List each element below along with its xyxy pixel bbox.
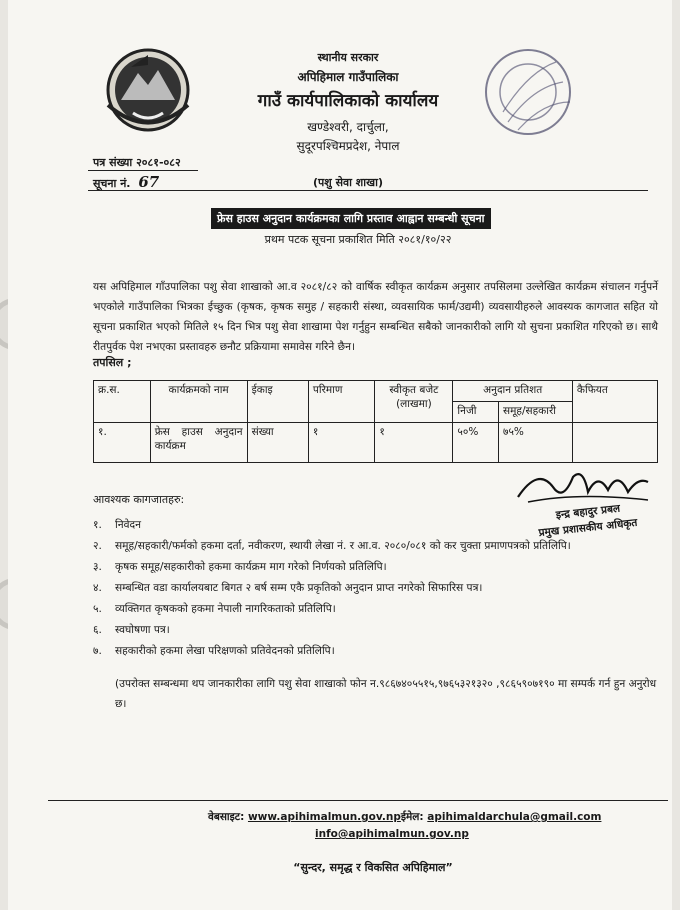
list-item — [93, 581, 663, 602]
website-link[interactable]: www.apihimalmun.gov.np — [247, 811, 401, 823]
notice-number — [93, 173, 159, 191]
item-text: कृषक समूह/सहकारीको हकमा कार्यक्रम माग गरेको निर्णयको प्रतिलिपि। — [115, 561, 387, 573]
cell-group: ७५% — [499, 423, 573, 463]
list-item — [93, 623, 663, 644]
item-number: ७. — [93, 645, 102, 657]
list-item — [93, 518, 663, 539]
program-table — [93, 380, 658, 463]
header-address-2: सुदूरपश्चिमप्रदेश, नेपाल — [296, 139, 400, 153]
email-link-2[interactable]: info@apihimalmun.gov.np — [315, 828, 469, 840]
header-budget: स्वीकृत बजेट (लाखमा) — [375, 381, 453, 423]
header-private: निजी — [453, 402, 499, 423]
item-text: निवेदन — [115, 519, 142, 531]
item-text: समूह/सहकारी/फर्मको हकमा दर्ता, नवीकरण, स्थायी लेखा नं. र आ.व. २०८०/०८१ को कर चुक्ता प्रमाणपत्रको प्रतिलिपि। — [115, 540, 571, 552]
header-office: गाउँ कार्यपालिकाको कार्यालय — [257, 91, 439, 111]
item-number: १. — [93, 519, 102, 531]
contact-note: (उपरोक्त सम्बन्धमा थप जानकारीका लागि पशु सेवा शाखाको फोन न.९८६७४०५५१५,९७६५३२१३२० ,९८६५९०७१९० मा सम्पर्क गर्न हुन अनुरोध छ। — [115, 678, 657, 710]
cell-private: ५०% — [453, 423, 499, 463]
list-item — [93, 602, 663, 623]
header-gov: स्थानीय सरकार — [317, 51, 379, 64]
table-header-row — [94, 381, 658, 402]
notice-number-value: 67 — [138, 173, 160, 191]
item-number: २. — [93, 540, 102, 552]
office-seal-stamp — [478, 42, 578, 142]
nepal-emblem-icon — [103, 45, 193, 135]
item-text: व्यक्तिगत कृषकको हकमा नेपाली नागरिकताको प्रतिलिपि। — [115, 603, 336, 615]
header-divider — [88, 190, 648, 191]
cell-unit: संख्या — [247, 423, 308, 463]
item-text: सम्बन्धित वडा कार्यालयबाट बिगत २ बर्ष सम्म एकै प्रकृतिको अनुदान प्राप्त नगरेको सिफारिस पत्र। — [115, 582, 483, 594]
item-number: ५. — [93, 603, 102, 615]
header-remarks: कैफियत — [572, 381, 657, 423]
notice-page — [8, 0, 672, 910]
list-item — [93, 539, 663, 560]
cell-program: फ्रेस हाउस अनुदान कार्यक्रम — [150, 423, 247, 463]
item-number: ३. — [93, 561, 102, 573]
ref-underline — [88, 170, 198, 171]
first-published-date: प्रथम पटक सूचना प्रकाशित मिति २०८१/१०/२२ — [264, 233, 452, 246]
item-number: ४. — [93, 582, 102, 594]
list-item — [93, 644, 663, 665]
website-label: वेबसाइट: — [208, 811, 245, 823]
cell-sn: १. — [94, 423, 151, 463]
header-municipality: अपिहिमाल गाउँपालिका — [297, 70, 399, 84]
footer-divider — [48, 800, 668, 801]
header-sn: क्र.स. — [94, 381, 151, 423]
signatory-name: इन्द्र बहादुर प्रबल — [555, 502, 621, 522]
cell-budget: १ — [375, 423, 453, 463]
header-address-1: खण्डेश्वरी, दार्चुला, — [307, 120, 389, 134]
documents-list — [93, 518, 663, 665]
header-unit: ईकाइ — [247, 381, 308, 423]
email-label: ईमेल: — [400, 811, 424, 823]
header-quantity: परिमाण — [308, 381, 375, 423]
list-item — [93, 560, 663, 581]
signatory-post: प्रमुख प्रशासकीय अधिकृत — [538, 516, 638, 540]
item-text: सहकारीको हकमा लेखा परिक्षणको प्रतिवेदनको प्रतिलिपि। — [115, 645, 335, 657]
notice-number-label: सूचना नं. — [93, 177, 131, 190]
item-text: स्वघोषणा पत्र। — [115, 624, 170, 636]
header-program: कार्यक्रमको नाम — [150, 381, 247, 423]
branch-label: (पशु सेवा शाखा) — [312, 176, 384, 189]
header-grant: अनुदान प्रतिशत — [453, 381, 573, 402]
notice-body: यस अपिहिमाल गाँउपालिका पशु सेवा शाखाको आ.व २०८१/८२ को वार्षिक स्वीकृत कार्यक्रम अनुसार तपसिलमा उल्लेखित कार्यक्रम संचालन गर्नुपर्ने भएकोले गाउँपालिका भित्रका ईच्छुक (कृषक, कृषक समुह / सहकारी संस्था, व्यवसायिक फार्म/उद्यमी) व्यवसायीहरुले आवस्यक कागजात सहित यो सूचना प्रकाशित भएको मितिले १५ दिन भित्र पशु सेवा शाखामा पेश गर्नुहुन सम्बन्धित सबैको जानकारीको लागि यो सुचना प्रकाशित गरिएको छ। साथै रीतपुर्वक पेश नभएका प्रस्तावहरु छनौट प्रक्रियामा समावेस गरिने छैन। — [93, 281, 658, 353]
letter-number: पत्र संख्या २०८१-०८२ — [93, 156, 181, 169]
footer-slogan: “सुन्दर, समृद्ध र विकसित अपिहिमाल” — [293, 861, 453, 874]
footer-contacts — [208, 810, 601, 824]
details-label: तपसिल ; — [93, 356, 132, 369]
email-link-1[interactable]: apihimaldarchula@gmail.com — [427, 811, 602, 823]
cell-remarks — [572, 423, 657, 463]
documents-title: आवश्यक कागजातहरु: — [93, 493, 185, 506]
cell-quantity: १ — [308, 423, 375, 463]
header-group: समूह/सहकारी — [499, 402, 573, 423]
item-number: ६. — [93, 624, 102, 636]
table-row — [94, 423, 658, 463]
notice-title: फ्रेस हाउस अनुदान कार्यक्रमका लागि प्रस्ताव आह्वान सम्बन्धी सूचना — [211, 208, 491, 229]
